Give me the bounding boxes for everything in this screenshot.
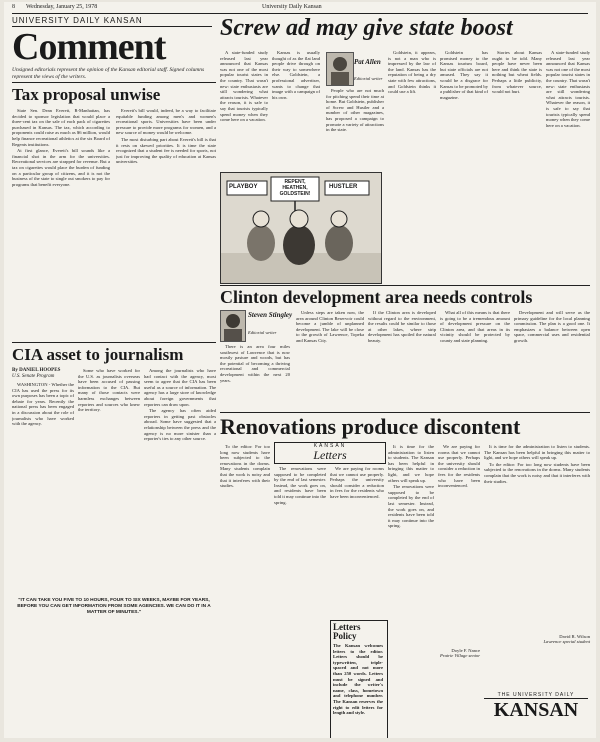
signature-title-nance: Prairie Village senior xyxy=(440,653,480,658)
renovations-col3: We are paying for rooms that we cannot use properly. Perhaps the university should consider a reduction in fees for the residents who have been inconvenienced. xyxy=(330,466,384,499)
clinton-col1: There is an area four miles southwest of Lawrence that is now mostly pasture and woods, but has the potential of becoming a thriving recreational and commercial development within the next 20 years. xyxy=(220,344,290,383)
renovations-headline: Renovations produce discontent xyxy=(220,414,521,439)
screw-ad-headline: Screw ad may give state boost xyxy=(220,15,513,41)
renovations-col6: It is time for the administration to listen to students. The Kansan has been helpful in bringing this matter to light, and we hope others will speak up. To the editor: For too long now students have been subjected to the renovations in the dorms. Many students complain that the work is noisy and that it interferes with their studies. xyxy=(484,444,590,484)
clinton-col4: What all of this means is that there is going to be a tremendous amount of development pressure on the Clinton area, and that areas in its vicinity should be protected by county and state planning. xyxy=(440,310,510,343)
cia-top-rule xyxy=(12,342,216,343)
letters-policy-box xyxy=(330,620,388,738)
newspaper-page xyxy=(4,2,596,738)
cia-col2: Some who have worked for the U.S. as journalists overseas have been accused of passing information to the CIA. But many of those contacts were harmless exchanges between reporters and sources who knew the territory. xyxy=(78,368,140,413)
screw-ad-col4: Goldstein, it appears, is not a man who is impressed by the law of the land. Kansas has the reputation of being a dry state with few attractions, and Goldstein thinks it could use a lift. xyxy=(388,50,436,95)
paper-name: University Daily Kansan xyxy=(262,4,322,10)
mini-masthead-top: THE UNIVERSITY DAILY xyxy=(484,692,588,699)
tax-col1: State Sen. Dean Everett, R-Manhattan, has decided to sponsor legislation that would place a three-cent tax on the sale of each pack of cigarettes purchased in Kansas. The tax, which according to proponents could raise as much as $6 million, would help finance recreational athletics at the six Board of Regents institutions. At first glance, Everett's bill sounds like a financial shot in the arm for the universities. Recreational services are strapped for revenue. But a tax on cigarettes would place the burden of funding on a particular group of citizens, and it is not the business of the state to single out smokers to pay for programs that benefit everyone. xyxy=(12,108,110,187)
renovations-col1: To the editor: For too long now students have been subjected to the renovations in the dorms. Many students complain that the work is noisy and that it interferes with their studies. xyxy=(220,444,270,489)
cia-col1: WASHINGTON - Whether the CIA has used the press for its own purposes has been a topic of debate for years. Recently the national press has been engaged in a discussion about the role of journalists who have worked with the agency. xyxy=(12,382,74,427)
letters-policy-text: The Kansan welcomes letters to the editor. Letters should be typewritten, triple-spaced and not more than 250 words. Letters must be signed and include the writer's name, class, hometown and telephone number. The Kansan reserves the right to edit letters for length and style. xyxy=(333,643,383,716)
cartoon-sign-hustler: HUSTLER xyxy=(329,184,358,190)
author-photo-stingley xyxy=(220,310,246,342)
clinton-col3: If the Clinton area is developed without regard to the environment, the results could be similar to those at other lakes, where strip development has spoiled the natural beauty. xyxy=(368,310,436,343)
screw-ad-col2: Kansas is usually thought of as the flat land people drive through on their way to somewhere else. Goldstein, a professional advertiser, wants to change that image with a campaign of his own. xyxy=(272,50,320,100)
renovations-col5: We are paying for rooms that we cannot use properly. Perhaps the university should consider a reduction in fees for the residents who have been inconvenienced. xyxy=(438,444,480,489)
letters-banner-label: KANSAN xyxy=(313,443,347,449)
author-name-allen: Pat Allen xyxy=(354,58,381,66)
page-header xyxy=(12,4,588,14)
masthead-title: Comment xyxy=(12,26,166,68)
cartoon-sign-repent: REPENT, HEATHEN, GOLDSTEIN! xyxy=(279,179,311,197)
letters-policy-title: Letters Policy xyxy=(333,622,361,641)
page-date: Wednesday, January 25, 1978 xyxy=(26,4,98,10)
renovations-col2: The renovations were supposed to be completed by the end of last semester. Instead, the work goes on, and residents have been told it may continue into the spring. xyxy=(274,466,326,505)
mini-masthead xyxy=(484,692,588,721)
renovations-top-rule xyxy=(220,412,590,413)
letters-banner xyxy=(274,442,386,464)
author-name-stingley: Steven Stingley xyxy=(248,311,293,319)
cia-byline-name: By DANIEL HOOPES xyxy=(12,368,61,373)
tax-top-rule xyxy=(12,82,216,83)
letter-signature-nance xyxy=(438,648,480,658)
masthead-subtitle: Unsigned editorials represent the opinion of the Kansan editorial staff. Signed columns represent the views of the writers. xyxy=(12,67,205,80)
screw-ad-col5: Goldstein has promised money to the Kansas tourism board, but state officials are not amused. They say it would be a disgrace for Kansas to be promoted by a publisher of that kind of magazine. xyxy=(440,50,488,100)
clinton-col5: Development and will serve as the primary guideline for the local planning commission. The plan is a good one. It emphasizes a balance between open space, commercial uses and residential growth. xyxy=(514,310,590,343)
author-title-allen: Editorial writer xyxy=(354,76,383,81)
signature-name-wilson: David R. Wilson xyxy=(559,634,590,639)
author-title-stingley: Editorial writer xyxy=(248,330,277,335)
masthead-paper-name: UNIVERSITY DAILY KANSAN xyxy=(12,16,212,27)
page-number: 8 xyxy=(12,4,15,10)
author-photo-allen xyxy=(326,52,354,86)
clinton-top-rule xyxy=(220,285,590,286)
cartoon-sign-playboy: PLAYBOY xyxy=(229,184,258,190)
comment-masthead xyxy=(12,16,212,80)
clinton-col2: Unless steps are taken now, the area around Clinton Reservoir could become a jumble of unplanned development. The lake will be close to the growth of Lawrence, Topeka and Kansas City. xyxy=(296,310,364,343)
cia-pull-quote: "IT CAN TAKE YOU FIVE TO 10 HOURS, FOUR TO SIX WEEKS, MAYBE FOR YEARS, BEFORE YOU CAN GET INFORMATION FROM SOME AGENCIES. WE CAN DO IT IN A MATTER OF MINUTES." xyxy=(17,598,211,615)
tax-col2: Everett's bill would, indeed, be a way to facilitate equitable funding among men's and women's recreational sports. Universities have been under pressure to provide more programs for women, and a new source of money would be welcome. The most disturbing part about Everett's bill is that it rests on skewed priorities. It is time the state recognized that a student fee is needed for sports, not just for improving the quality of education at Kansas universities. xyxy=(116,108,216,165)
screw-ad-col7: A state-funded study released last year announced that Kansas was not one of the most popular tourist states in the country. That wasn't new: state enthusiasts are still wondering what attracts tourists. Whatever the reason, it is safe to say that tourists typically spend money when they come here on a vacation. xyxy=(546,50,590,128)
mini-masthead-name: KANSAN xyxy=(493,699,579,721)
renovations-col4: It is time for the administration to listen to students. The Kansan has been helpful in bringing this matter to light, and we hope others will speak up. The renovations were supposed to be completed by the end of last semester. Instead, the work goes on, and residents have been told it may continue into the spring. xyxy=(388,444,434,529)
screw-ad-col3: People who are not much for pitching spend their time at home. But Goldstein, publisher of Screw and Hustler and a number of other magazines, has proposed a campaign to promote a variety of attractions in the state. xyxy=(326,88,384,133)
letters-banner-title: Letters xyxy=(313,448,347,462)
cia-byline xyxy=(12,368,72,380)
cia-col3: Among the journalists who have had contact with the agency, most seem to agree that the CIA has been useful as a source of information. The agency has a large store of knowledge about foreign governments that reporters can draw upon. The agency has often aided reporters in getting past obstacles abroad. Some have suggested that a relationship between the press and the agency is no more sinister than a reporter's ties to any other source. xyxy=(144,368,216,442)
cia-headline: CIA asset to journalism xyxy=(12,345,184,364)
signature-name-nance: Doyle F. Nance xyxy=(451,648,480,653)
screw-ad-col1: A state-funded study released last year announced that Kansas was not one of the most popular tourist states in the country. That wasn't new: state enthusiasts are still wondering what attracts tourists. Whatever the reason, it is safe to say that tourists typically spend money when they come here on a vacation. xyxy=(220,50,268,123)
clinton-headline: Clinton development area needs controls xyxy=(220,287,533,307)
signature-title-wilson: Lawrence special student xyxy=(543,639,590,644)
letter-signature-wilson xyxy=(484,634,590,644)
tax-headline: Tax proposal unwise xyxy=(12,85,161,104)
editorial-cartoon xyxy=(220,172,382,284)
cia-byline-title: U.S. Senate Program xyxy=(12,374,55,379)
screw-ad-col6: Stories about Kansas ought to be told. Many people have never been here and think the state is nothing but wheat fields. Perhaps a little publicity, from whatever source, would not hurt. xyxy=(492,50,542,95)
